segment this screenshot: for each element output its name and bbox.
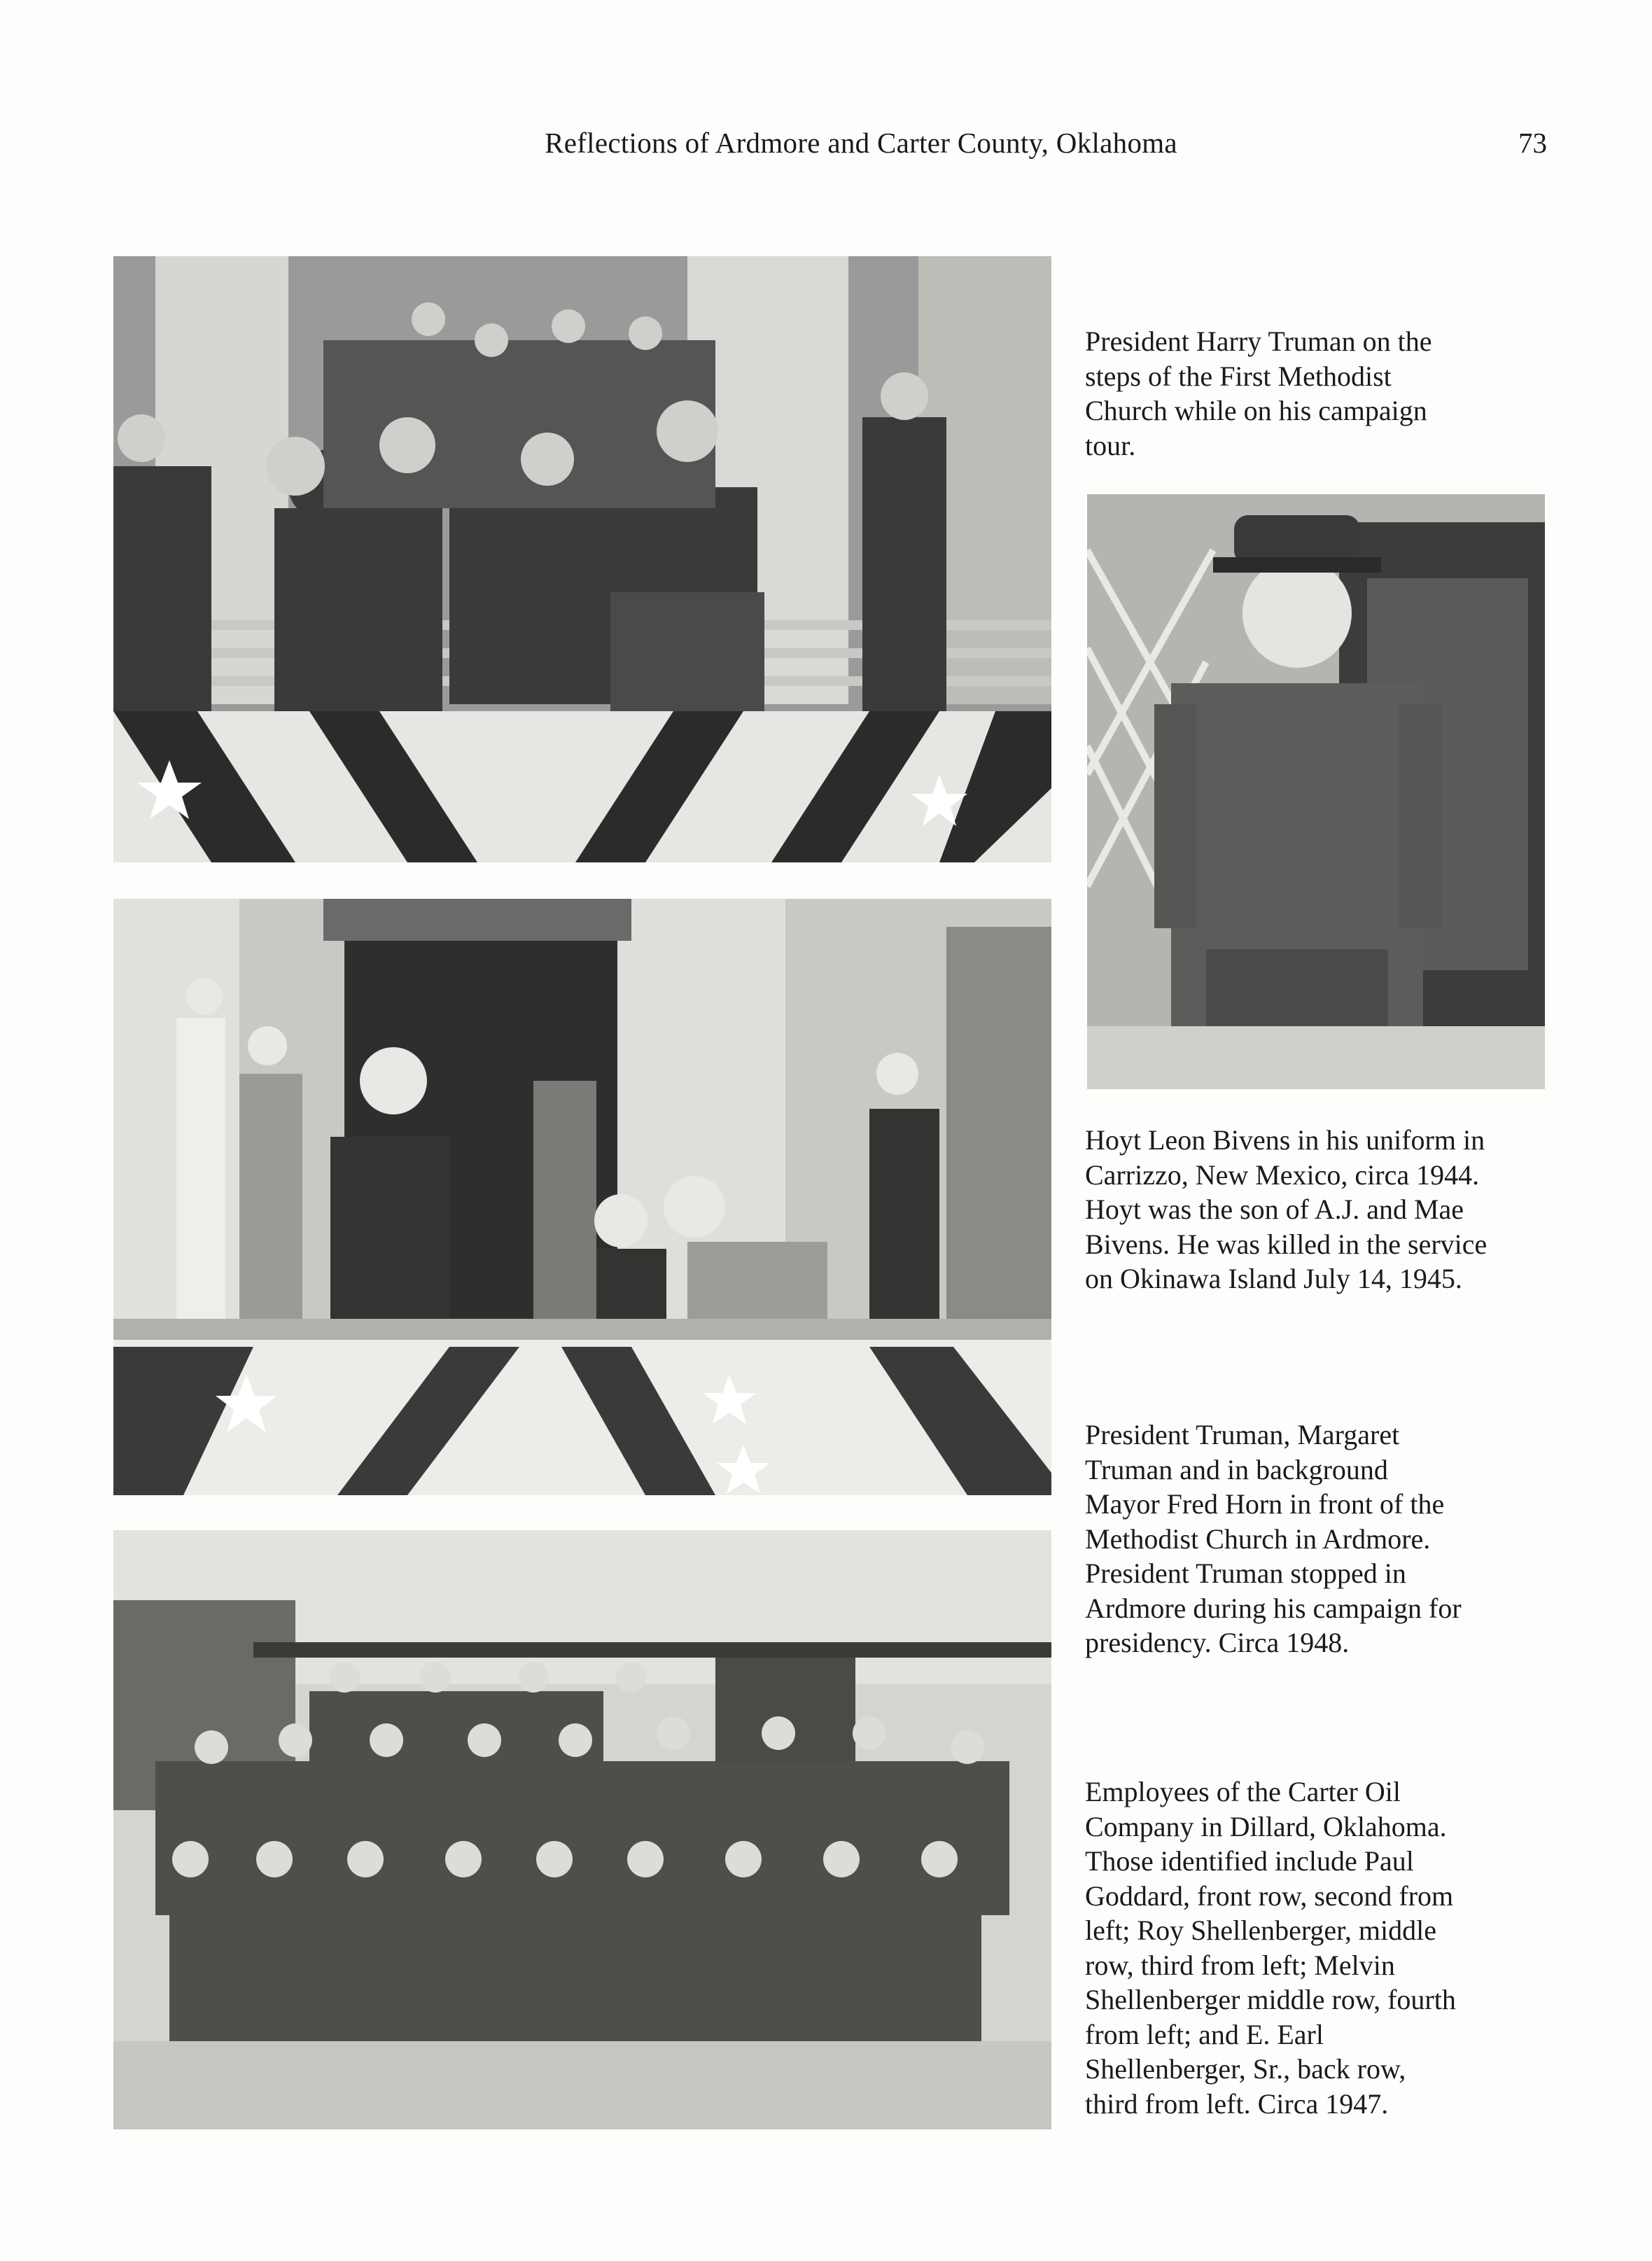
caption-line: Hoyt Leon Bivens in his uniform in [1085,1124,1485,1156]
caption-line: Carrizzo, New Mexico, circa 1944. [1085,1158,1480,1191]
caption-line: tour. [1085,429,1136,461]
photo-hoyt-bivens-image [1087,494,1545,1089]
caption-line: Those identified include Paul [1085,1845,1414,1877]
caption-line: Shellenberger middle row, fourth [1085,1984,1456,2015]
photo-carter-oil-employees [113,1530,1051,2129]
caption-line: Goddard, front row, second from [1085,1879,1454,1912]
running-head-title: Reflections of Ardmore and Carter County, Oklahoma [545,127,1177,159]
caption-line: left; Roy Shellenberger, middle [1085,1914,1436,1946]
caption-line: Hoyt was the son of A.J. and Mae [1085,1194,1464,1225]
caption-line: Employees of the Carter Oil [1085,1776,1401,1807]
caption-line: Methodist Church in Ardmore. [1085,1522,1431,1555]
caption-line: from left; and E. Earl [1085,2018,1324,2050]
page-number: 73 [1518,127,1547,159]
caption-line: President Harry Truman on the [1085,326,1432,357]
photo-truman-margaret-horn-image [113,899,1051,1495]
caption-line: Mayor Fred Horn in front of the [1085,1488,1445,1520]
caption-line: row, third from left; Melvin [1085,1949,1395,1981]
caption-line: presidency. Circa 1948. [1085,1627,1350,1658]
photo-truman-steps-image [113,256,1051,862]
caption-line: President Truman, Margaret [1085,1419,1400,1450]
caption-line: on Okinawa Island July 14, 1945. [1085,1263,1462,1294]
caption-line: Church while on his campaign [1085,395,1427,426]
caption-carter-oil-employees [1085,1774,1561,2121]
photo-truman-margaret-horn [113,899,1051,1495]
photo-carter-oil-employees-image [113,1530,1051,2129]
caption-hoyt-bivens [1085,1123,1561,1296]
caption-line: third from left. Circa 1947. [1085,2087,1389,2120]
caption-truman-church-steps [1085,324,1561,463]
caption-line: President Truman stopped in [1085,1558,1406,1589]
photo-truman-church-steps [113,256,1051,862]
caption-line: Company in Dillard, Oklahoma. [1085,1810,1447,1842]
caption-line: Shellenberger, Sr., back row, [1085,2053,1406,2085]
caption-line: Bivens. He was killed in the service [1085,1228,1488,1260]
caption-line: Ardmore during his campaign for [1085,1592,1462,1624]
photo-hoyt-bivens [1087,494,1545,1089]
caption-line: Truman and in background [1085,1453,1388,1485]
caption-line: steps of the First Methodist [1085,360,1392,392]
caption-truman-margaret-horn [1085,1418,1561,1660]
